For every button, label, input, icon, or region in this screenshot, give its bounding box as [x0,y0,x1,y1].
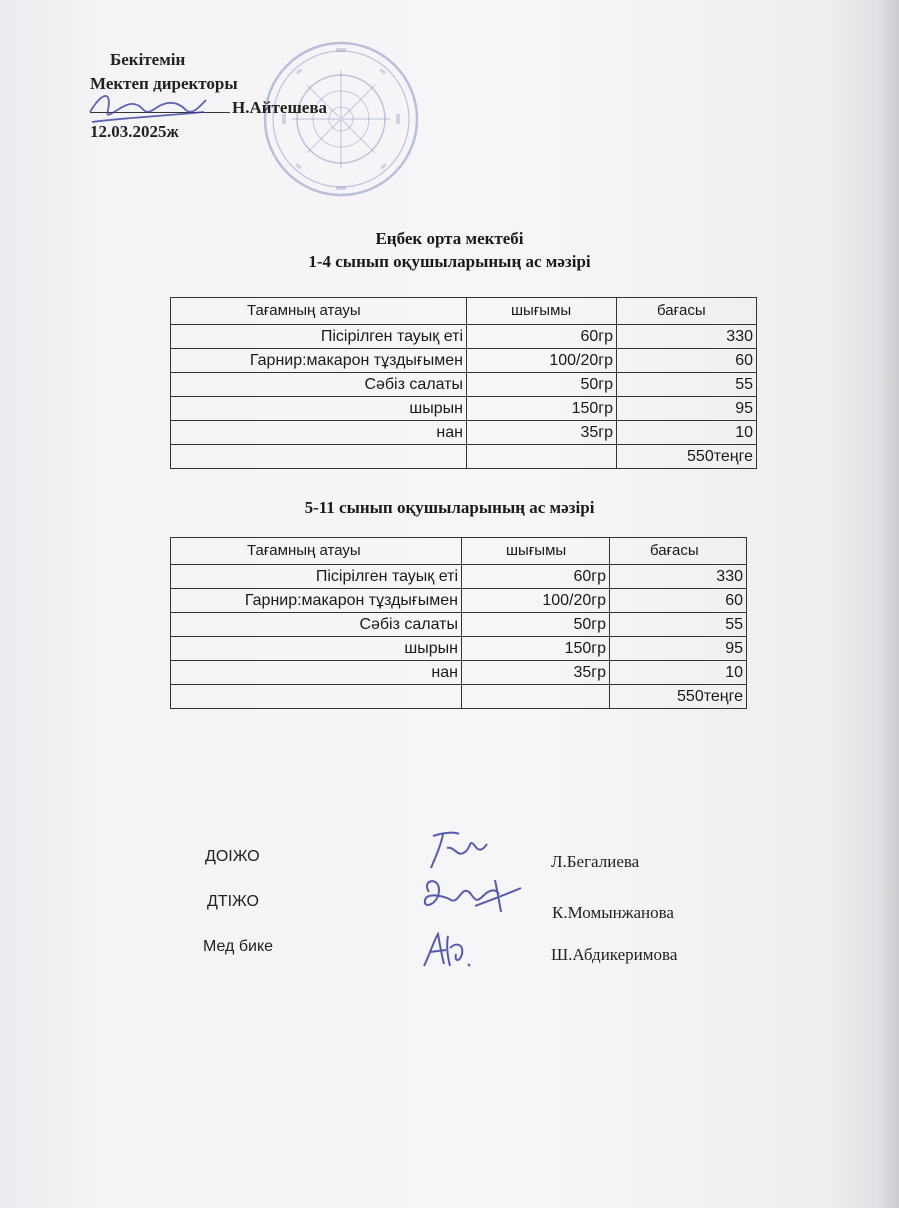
column-header-name: Тағамның атауы [171,298,467,325]
dish-name: нан [171,661,462,685]
table-row [171,661,747,685]
dish-portion: 150гр [462,637,610,661]
signature-role: ДТІЖО [207,893,259,910]
dish-price: 10 [617,421,757,445]
table-row [171,613,747,637]
dish-price: 330 [617,325,757,349]
column-header-portion: шығымы [462,538,610,565]
dish-price: 60 [610,589,747,613]
table-row [171,325,757,349]
signature-role: ДОІЖО [205,848,260,865]
approval-label: Бекітемін [110,50,186,69]
table-total-row [171,685,747,709]
dish-portion: 35гр [462,661,610,685]
dish-price: 330 [610,565,747,589]
column-header-portion: шығымы [467,298,617,325]
director-signature-icon [82,82,212,134]
dish-portion: 50гр [467,373,617,397]
dish-price: 10 [610,661,747,685]
menu-title-1-4: 1-4 сынып оқушыларының ас мәзірі [308,252,591,271]
director-title: Мектеп директоры [90,74,238,93]
dish-price: 55 [617,373,757,397]
dish-name: шырын [171,397,467,421]
dish-name: Пісірілген тауық еті [171,565,462,589]
signature-name: Ш.Абдикеримова [551,945,678,964]
menu-title-5-11: 5-11 сынып оқушыларының ас мәзірі [304,498,595,517]
dish-name: Гарнир:макарон тұздығымен [171,349,467,373]
school-name: Еңбек орта мектебі [375,229,524,248]
table-header-row [171,298,757,325]
dish-name: Сәбіз салаты [171,373,467,397]
table-total-row [171,445,757,469]
signature-role: Мед бике [203,938,274,955]
director-name: Н.Айтешева [232,98,328,117]
dish-portion: 60гр [467,325,617,349]
dish-price: 95 [617,397,757,421]
signature-name: К.Момынжанова [552,903,674,922]
dish-portion: 100/20гр [462,589,610,613]
dish-name: Пісірілген тауық еті [171,325,467,349]
approval-date: 12.03.2025ж [90,122,179,141]
table-row [171,421,757,445]
signature-name: Л.Бегалиева [551,852,640,871]
dish-portion: 35гр [467,421,617,445]
dish-portion: 100/20гр [467,349,617,373]
column-header-price: бағасы [617,298,757,325]
menu-table-1-4 [170,297,757,469]
table-row [171,637,747,661]
signature-icon [415,870,525,920]
table-row [171,373,757,397]
dish-price: 95 [610,637,747,661]
menu-table-5-11 [170,537,747,709]
dish-name: Гарнир:макарон тұздығымен [171,589,462,613]
table-row [171,349,757,373]
table-row [171,565,747,589]
column-header-name: Тағамның атауы [171,538,462,565]
table-row [171,589,747,613]
table-row [171,397,757,421]
signature-icon [425,828,495,874]
table-header-row [171,538,747,565]
total-price: 550теңге [610,685,747,709]
dish-price: 60 [617,349,757,373]
column-header-price: бағасы [610,538,747,565]
dish-portion: 150гр [467,397,617,421]
dish-name: нан [171,421,467,445]
dish-price: 55 [610,613,747,637]
dish-name: шырын [171,637,462,661]
total-price: 550теңге [617,445,757,469]
dish-portion: 60гр [462,565,610,589]
dish-portion: 50гр [462,613,610,637]
signature-icon [420,928,480,972]
dish-name: Сәбіз салаты [171,613,462,637]
